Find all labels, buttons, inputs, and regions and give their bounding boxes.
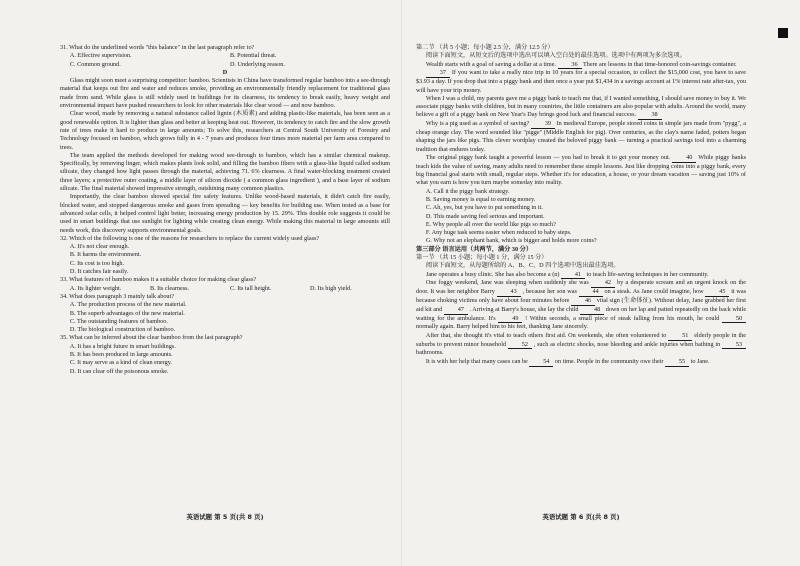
q34-stem: 34. What does paragraph 3 mainly talk about? xyxy=(60,292,174,300)
q34-option-b[interactable]: B. The superb advantages of the new material. xyxy=(69,309,185,317)
q33-stem: 33. What features of bamboo makes it a suitable choice for making clear glass? xyxy=(60,276,257,284)
blank-47[interactable]: 47 xyxy=(444,307,468,315)
option-e[interactable]: E. Why people all over the world like pigs so much? xyxy=(425,220,556,228)
option-c[interactable]: C. Ah, yes, but you have to put something in it. xyxy=(425,204,543,212)
option-b[interactable]: B. Saving money is equal to earning money. xyxy=(425,195,536,203)
blank-39[interactable]: 39 xyxy=(531,121,555,129)
q35-option-b[interactable]: B. It has been produced in large amounts. xyxy=(69,350,173,358)
option-a[interactable]: A. Call it the piggy bank strategy. xyxy=(425,187,510,195)
q31-stem: 31. What do the underlined words "this balance" in the last paragraph refer to? xyxy=(60,44,255,51)
blank-55[interactable]: 55 xyxy=(665,359,689,367)
q32-option-a[interactable]: A. It's not clear enough. xyxy=(69,243,130,251)
q34-option-d[interactable]: D. The biological construction of bamboo. xyxy=(69,326,176,334)
part-3-subtitle: 第一节 （共 15 小题；每小题 1 分，满分 15 分） xyxy=(416,254,548,261)
part-3-title: 第三部分 语言运用（共两节，满分 30 分） xyxy=(416,245,533,253)
blank-53[interactable]: 53 xyxy=(722,342,746,350)
cloze-paragraph-1: Jane operates a busy clinic. She has also become a (n) 41 to teach life-saving techniques in her community. xyxy=(425,270,709,278)
q32-option-d[interactable]: D. It catches fair easily. xyxy=(69,268,129,276)
option-d[interactable]: D. This made saving feel serious and important. xyxy=(425,212,545,220)
option-f[interactable]: F. Any huge task seems easier when reduced to baby steps. xyxy=(425,229,572,237)
q34-option-a[interactable]: A. The production process of the new material. xyxy=(69,301,187,309)
q34-option-c[interactable]: C. The outstanding features of bamboo. xyxy=(69,317,168,325)
q32-option-c[interactable]: C. Its cost is too high. xyxy=(69,259,125,267)
q33-option-b[interactable]: B. Its clearness. xyxy=(149,284,190,292)
blank-38[interactable]: 38 xyxy=(638,112,662,120)
blank-50[interactable]: 50 xyxy=(722,316,746,324)
q31-option-b[interactable]: B. Potential threat. xyxy=(229,52,277,60)
q31-options-2 xyxy=(60,61,390,69)
q35-stem: 35. What can be inferred about the clear bamboo from the last paragraph? xyxy=(60,334,243,342)
q33-options xyxy=(60,285,390,293)
q35-option-c[interactable]: C. It may serve as a kind of clean energy. xyxy=(69,359,172,367)
blank-40[interactable]: 40 xyxy=(672,155,696,163)
option-g[interactable]: G. Why not an elephant bank, which is bigger and holds more coins? xyxy=(425,237,597,245)
passage-paragraph-3: When I was a child, my parents gave me a piggy bank to teach me that, if I wanted something, I should save money to buy it. We associate piggy banks with children, but in many countries, the little containers are also popular with adults. Around the world, many believe a gift of a piggy bank on New Year's Day brings good luck and financial success. 38 xyxy=(416,94,746,119)
q32-stem: 32. Which of the following is one of the reasons for researchers to replace the current widely used glass? xyxy=(60,234,320,242)
right-column xyxy=(416,44,746,367)
page-footer-right: 英语试题 第 6 页(共 8 页) xyxy=(542,513,620,521)
blank-48[interactable]: 48 xyxy=(580,307,604,315)
passage-d-paragraph-4: Importantly, the clear bamboo showed special fire safety features. Unlike wood-based materials, it didn't catch fire easily, blocked water, and stopped dangerous smoke and gases from spreading — key benefits for building use. When tested as a base for advanced solar cells, it helped control light better, increasing energy production by 15. 29%. This double role suggests it could be used in smart buildings that use sunlight for lighting while creating clean energy. While making this material in large amounts still needs work, this discovery supports environmental goals. xyxy=(60,193,390,234)
passage-paragraph-2: 37 If you want to take a really nice trip in 10 years for a special occasion, to collect the $15,000 cost, you have to save $3.93 a day. If you drop that into a piggy bank and then once a year put $1,434 in a savings account at 1% interest rate after-tax, you will have your trip money. xyxy=(416,69,747,94)
q31-option-d[interactable]: D. Underlying reason. xyxy=(229,60,285,68)
left-column xyxy=(60,44,390,376)
passage-paragraph-5: The original piggy bank taught a powerful lesson — you had to break it to get your money out. 40 While piggy banks teach kids the value of saving, many adults need to remember these simple lessons. Just like dropping coins into a piggy bank, every big financial goal starts with small, regular steps. Whether it's for education, a house, or your dream vacation — saving just 10% of what you earn is how you turn maybe someday into reality. xyxy=(416,153,747,187)
section-2-title: 第二节 （共 5 小题；每小题 2.5 分，满分 12.5 分） xyxy=(416,44,554,51)
blank-37[interactable]: 37 xyxy=(426,70,450,78)
blank-41[interactable]: 41 xyxy=(561,272,585,280)
blank-51[interactable]: 51 xyxy=(668,333,692,341)
q31-options xyxy=(60,52,390,60)
q35-option-a[interactable]: A. It has a bright future in smart buildings. xyxy=(69,342,176,350)
blank-36[interactable]: 36 xyxy=(558,62,582,70)
passage-d-paragraph-2: Clear wood, made by removing a natural substance called lignin (木质素) and adding plastic-like materials, has been seen as a good renewable option. It is lighter than glass and better at keeping heat out. However, its tendency to catch fire and the slow growth rate of trees make it hard to produce in large amounts; To solve this, researchers at Central South University of Forestry and Technology focused on bamboo, which grows fully in 4 - 7 years and produces four times more material per farm area compared to trees. xyxy=(60,110,390,151)
q32-option-b[interactable]: B. It harms the environment. xyxy=(69,251,142,259)
part-3-instructions: 阅读下面短文，从每题所给的 A、B、C、D 四个选项中选出最佳选项。 xyxy=(425,262,620,270)
corner-marker xyxy=(778,28,788,38)
passage-d-paragraph-3: The team applied the methods developed for making wood see-through to bamboo, which has a similar chemical makeup. Specifically, by removing linger, which makes plants look solid, and filling the bamboo fibers with a glass-like liquid called sodium silicate, they changed how light passes through the material, achieving 71. 6% clearness. A final water-blocking treatment created three layers; a protective outer coating, a middle layer of silicon dioxide ( a common glass ingredient ), and a base layer of sodium silicate. The final material showed impressive strength, outshining many common plastics. xyxy=(60,151,390,193)
passage-paragraph-4: Why is a pig used as a symbol of saving? 39 In medieval Europe, people stored coins in simple jars made from "pygg", a cheap orange clay. The word sounded like "pigge" (Middle English for pig). Over centuries, as the clay's name faded, potters began shaping the jars like pigs. This clever wordplay created the beloved piggy bank — turning a practical savings tool into a charming tradition that endures today. xyxy=(416,120,746,153)
q31-option-c[interactable]: C. Common ground. xyxy=(69,60,121,68)
passage-d-paragraph-1: Glass might soon meet a surprising competitor: bamboo. Scientists in China have transformed regular bamboo into a see-through material that keeps out fire and water and reduces smoke, providing an environmentally friendly replacement for traditional glass made from sand. While glass is still widely used in buildings for its clearness, its tendency to break easily, heavy weight and environmental impact have pushed researchers to look for other materials like clear wood — and now bamboo. xyxy=(60,77,390,110)
q33-option-d[interactable]: D. Its high yield. xyxy=(310,284,352,292)
blank-52[interactable]: 52 xyxy=(508,342,532,350)
blank-46[interactable]: 46 xyxy=(571,298,595,306)
blank-54[interactable]: 54 xyxy=(529,359,553,367)
cloze-paragraph-4: It is with her help that many cases can be 54 on time. People in the community owe their 55 to Jane. xyxy=(425,357,710,365)
blank-43[interactable]: 43 xyxy=(497,289,521,297)
cloze-paragraph-3: After that, she thought it's vital to teach others first aid. On weekends, she often volunteered to 51 elderly people in the suburbs to prevent minor household 52 , such as electric shocks, nose bleeding and ankle injuries when bathing in 53 bathrooms. xyxy=(416,331,747,357)
q33-option-c[interactable]: C. Its tall height. xyxy=(229,284,272,292)
blank-44[interactable]: 44 xyxy=(579,289,603,297)
section-2-instructions: 阅读下面短文，从短文后的选项中选出可以填入空白处的最佳选项。选项中有两项为多余选项。 xyxy=(425,52,686,60)
passage-d-heading: D xyxy=(222,68,228,76)
blank-42[interactable]: 42 xyxy=(591,280,615,288)
page-fold xyxy=(401,0,402,566)
q33-option-a[interactable]: A. Its lighter weight. xyxy=(69,284,122,292)
page-footer-left: 英语试题 第 5 页(共 8 页) xyxy=(186,513,264,521)
cloze-paragraph-2: One foggy weekend, Jane was sleeping when suddenly she was 42 by a desperate scream and an urgent knock on the door. It was her neighbor Barry 43 , because her son was 44 on a steak. As Jane could imagine, how 45 it was because choking victims only have about four minutes before 46 vital sign (生命体征). Without delay, Jane grabbed her first aid kit and 47 . Arriving at Barry's house, she lay the child 48 down on her lap and patted repeatedly on the back while waiting for the ambulance. It's 49 ! Within seconds, a small piece of steak falling from his mouth, he could 50 normally again. Barry helped him to his feet, thanking Jane sincerely. xyxy=(416,279,747,331)
blank-45[interactable]: 45 xyxy=(705,289,729,297)
passage-paragraph-1: Wealth starts with a goal of saving a dollar at a time. 36 There are lessons in that time-honored coin-savings container. xyxy=(425,60,737,68)
q35-option-d[interactable]: D. It can clear off the poisonous smoke. xyxy=(69,367,169,375)
q31-option-a[interactable]: A. Effective supervision. xyxy=(69,52,132,60)
blank-49[interactable]: 49 xyxy=(498,316,522,324)
